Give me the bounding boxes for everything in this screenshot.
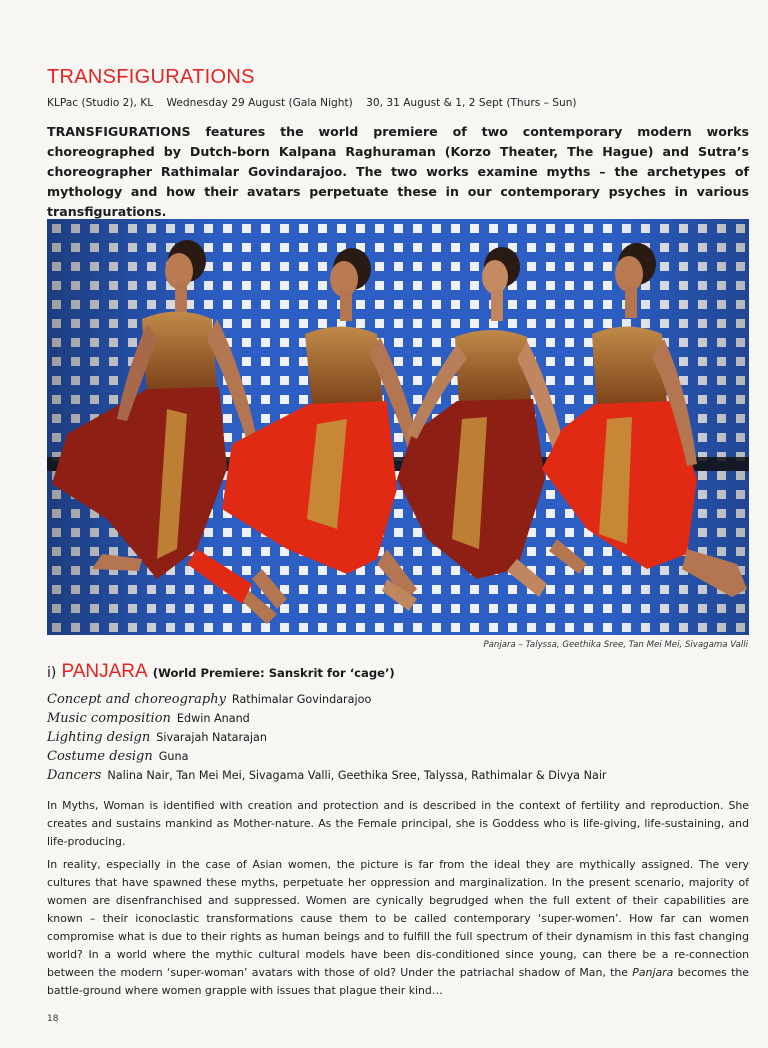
credit-row-lighting bbox=[47, 726, 749, 745]
paragraph-text-end: becomes the battle-ground where women grapple with issues that plague their kind… bbox=[47, 966, 749, 997]
credit-name: Sivarajah Natarajan bbox=[156, 731, 267, 744]
credit-role: Concept and choreography bbox=[47, 692, 226, 707]
credit-name: Rathimalar Govindarajoo bbox=[231, 693, 372, 706]
credit-role: Costume design bbox=[47, 749, 153, 764]
intro-lead: TRANSFIGURATIONS bbox=[47, 124, 191, 139]
panjara-emphasis: Panjara bbox=[632, 966, 674, 979]
gala-date: Wednesday 29 August (Gala Night) bbox=[166, 97, 353, 109]
credit-row-dancers bbox=[47, 764, 749, 783]
photo-caption: Panjara – Talyssa, Geethika Sree, Tan Mei Mei, Sivagama Valli bbox=[483, 640, 748, 650]
performance-photo bbox=[47, 219, 749, 635]
section-subtitle: (World Premiere: Sanskrit for ‘cage’) bbox=[152, 666, 395, 680]
credit-row-choreography bbox=[47, 688, 749, 707]
intro-text: features the world premiere of two contemporary modern works choreographed by Dutch-born Kalpana Raghuraman (Korzo Theater, The Hague) and Sutra’s choreographer Rathimalar Govindarajoo. The two works examine myths – the archetypes of mythology and how their avatars perpetuate these in our contemporary psyches in various transfigurations. bbox=[47, 124, 749, 219]
credit-name: Edwin Anand bbox=[176, 712, 250, 725]
credit-row-music bbox=[47, 707, 749, 726]
credit-role: Dancers bbox=[47, 768, 102, 783]
venue-line bbox=[47, 97, 587, 109]
credit-row-costume bbox=[47, 745, 749, 764]
venue-location: KLPac (Studio 2), KL bbox=[47, 97, 154, 109]
intro-paragraph bbox=[47, 122, 749, 222]
body-paragraph-1: In Myths, Woman is identified with creation and protection and is described in the context of fertility and reproduction. She creates and sustains mankind as Mother-nature. As the Female principal, she is Goddess who is life-giving, life-sustaining, and life-producing. bbox=[47, 799, 749, 848]
section-heading bbox=[47, 661, 395, 683]
page-number: 18 bbox=[47, 1014, 59, 1024]
dancers-illustration bbox=[47, 219, 749, 635]
credits-list bbox=[47, 688, 749, 783]
section-title: PANJARA bbox=[61, 661, 148, 682]
credit-name: Guna bbox=[158, 750, 189, 763]
page-title: TRANSFIGURATIONS bbox=[47, 66, 255, 88]
credit-role: Music composition bbox=[47, 711, 171, 726]
paragraph-text: In reality, especially in the case of Asian women, the picture is far from the ideal they are mythically assigned. The very cultures that have spawned these myths, perpetuate her oppression and marginalization. In the present scenario, majority of women are disenfranchised and suppressed. Women are cynically begrudged when the full extent of their capabilities are known – their iconoclastic transformations cause them to be called contemporary ‘super-women’. How far can women compromise what is due to their rights as human beings and to fulfill the full spectrum of their dynamism in this fast changing world? In a world where the mythic cultural models have been dis-conditioned since young, can there be a re-connection between the modern ‘super-woman’ avatars with those of old? Under the patriachal shadow of Man, the bbox=[47, 858, 749, 979]
body-paragraph-2 bbox=[47, 856, 749, 1000]
credit-role: Lighting design bbox=[47, 730, 151, 745]
credit-name: Nalina Nair, Tan Mei Mei, Sivagama Valli, Geethika Sree, Talyssa, Rathimalar & Divya Nair bbox=[107, 769, 607, 782]
run-dates: 30, 31 August & 1, 2 Sept (Thurs – Sun) bbox=[366, 97, 577, 109]
section-number: i) bbox=[47, 665, 57, 681]
